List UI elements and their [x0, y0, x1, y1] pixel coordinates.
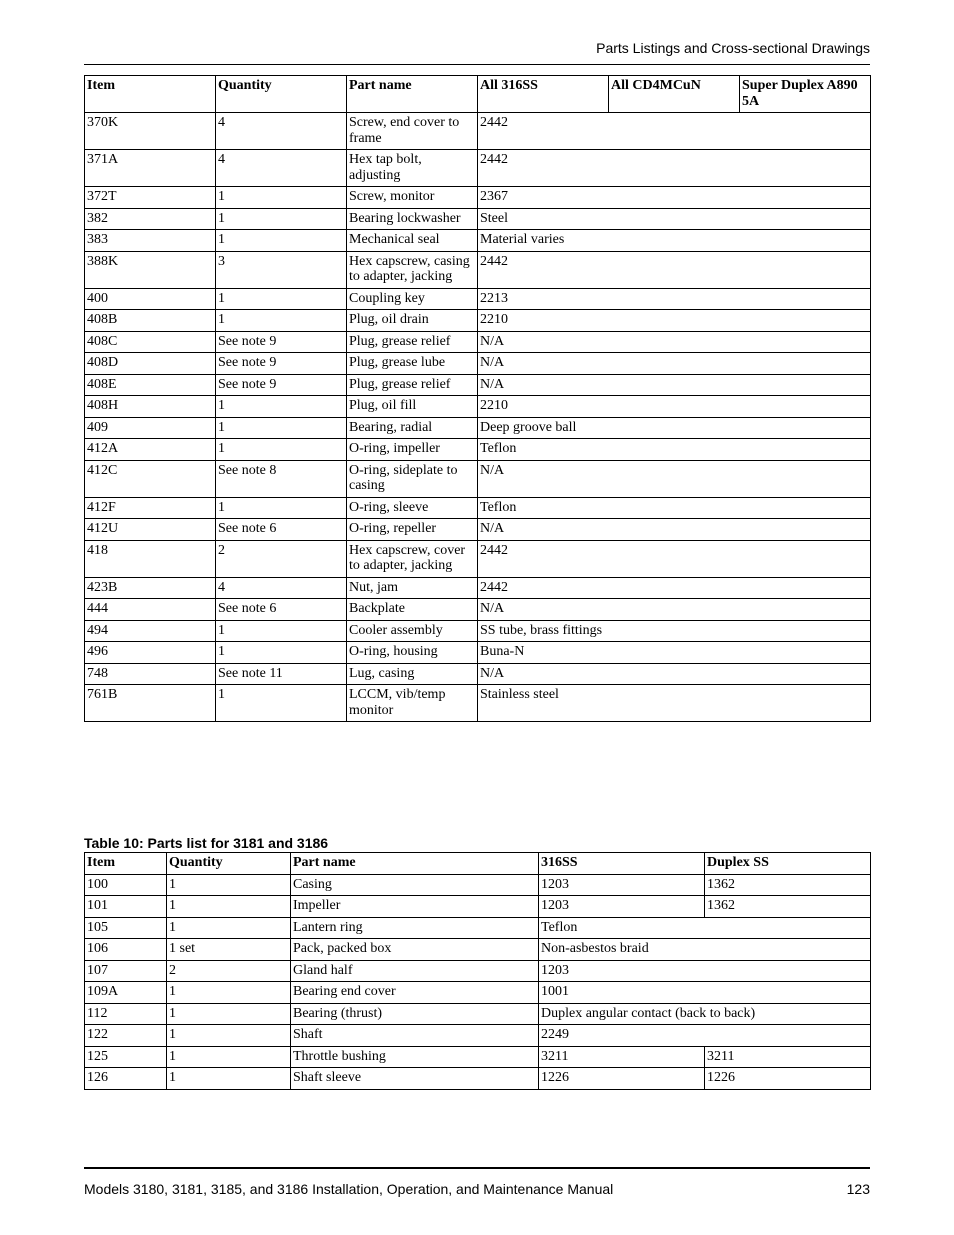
table-row — [85, 187, 871, 209]
table-cell: 409 — [85, 417, 216, 439]
table-cell: 1 — [216, 417, 347, 439]
table-row — [85, 982, 871, 1004]
table-cell: O-ring, sideplate to casing — [347, 460, 478, 497]
table-cell: Shaft — [291, 1025, 539, 1047]
table-cell: O-ring, impeller — [347, 439, 478, 461]
table-cell: 4 — [216, 113, 347, 150]
column-header: Quantity — [167, 853, 291, 875]
column-header: Duplex SS — [705, 853, 871, 875]
table-cell: Duplex angular contact (back to back) — [539, 1003, 871, 1025]
table-cell: 408D — [85, 353, 216, 375]
table-row — [85, 310, 871, 332]
table-cell: 4 — [216, 577, 347, 599]
table-row — [85, 1003, 871, 1025]
table-cell: 3 — [216, 251, 347, 288]
table-cell: 1 — [216, 230, 347, 252]
column-header: Item — [85, 853, 167, 875]
table-cell: 444 — [85, 599, 216, 621]
table-cell: 1203 — [539, 874, 705, 896]
table-cell: 2367 — [478, 187, 871, 209]
table-cell: 1 — [167, 1025, 291, 1047]
table-cell: 412C — [85, 460, 216, 497]
table-header-row — [85, 76, 871, 113]
table-cell: Screw, monitor — [347, 187, 478, 209]
table-cell: 1 — [167, 1068, 291, 1090]
table-cell: 3211 — [705, 1046, 871, 1068]
table-cell: 1 set — [167, 939, 291, 961]
table-caption: Table 10: Parts list for 3181 and 3186 — [84, 835, 329, 851]
table-row — [85, 939, 871, 961]
column-header: Quantity — [216, 76, 347, 113]
table-cell: 112 — [85, 1003, 167, 1025]
table-cell: 370K — [85, 113, 216, 150]
table-cell: 1 — [216, 396, 347, 418]
table-cell: See note 9 — [216, 374, 347, 396]
table-cell: 2442 — [478, 113, 871, 150]
table-cell: 1 — [216, 439, 347, 461]
table-cell: 412A — [85, 439, 216, 461]
table-cell: 423B — [85, 577, 216, 599]
table-cell: See note 8 — [216, 460, 347, 497]
table-cell: 1 — [167, 1003, 291, 1025]
table-row — [85, 663, 871, 685]
table-header-row — [85, 853, 871, 875]
table-cell: 383 — [85, 230, 216, 252]
table-cell: Nut, jam — [347, 577, 478, 599]
table-cell: 1362 — [705, 874, 871, 896]
table-cell: 412F — [85, 497, 216, 519]
table-row — [85, 396, 871, 418]
table-row — [85, 577, 871, 599]
column-header: All 316SS — [478, 76, 609, 113]
table-cell: 372T — [85, 187, 216, 209]
parts-table-continued — [84, 75, 871, 722]
table-cell: 1 — [167, 982, 291, 1004]
table-cell: 388K — [85, 251, 216, 288]
table-row — [85, 519, 871, 541]
table-row — [85, 230, 871, 252]
table-cell: 1203 — [539, 960, 871, 982]
table-cell: Hex capscrew, cover to adapter, jacking — [347, 540, 478, 577]
table-cell: N/A — [478, 663, 871, 685]
table-cell: 408B — [85, 310, 216, 332]
table-cell: 400 — [85, 288, 216, 310]
table-cell: 1 — [216, 187, 347, 209]
table-row — [85, 685, 871, 722]
table-cell: 1 — [216, 620, 347, 642]
table-row — [85, 1068, 871, 1090]
table-cell: 761B — [85, 685, 216, 722]
table-cell: 496 — [85, 642, 216, 664]
table-cell: Stainless steel — [478, 685, 871, 722]
table-row — [85, 1046, 871, 1068]
table-cell: Pack, packed box — [291, 939, 539, 961]
table-cell: 107 — [85, 960, 167, 982]
table-cell: Shaft sleeve — [291, 1068, 539, 1090]
table-cell: N/A — [478, 374, 871, 396]
table-cell: N/A — [478, 599, 871, 621]
table-cell: 1 — [216, 642, 347, 664]
running-header: Parts Listings and Cross-sectional Drawings — [596, 40, 870, 56]
table-row — [85, 331, 871, 353]
table-cell: Buna-N — [478, 642, 871, 664]
table-cell: Impeller — [291, 896, 539, 918]
table-cell: Plug, oil fill — [347, 396, 478, 418]
table-cell: 109A — [85, 982, 167, 1004]
table-cell: 418 — [85, 540, 216, 577]
table-cell: Teflon — [478, 439, 871, 461]
column-header: All CD4MCuN — [609, 76, 740, 113]
table-cell: Backplate — [347, 599, 478, 621]
table-cell: 2210 — [478, 310, 871, 332]
table-cell: 126 — [85, 1068, 167, 1090]
table-cell: 1203 — [539, 896, 705, 918]
table-row — [85, 917, 871, 939]
column-header: Part name — [347, 76, 478, 113]
table-cell: 2442 — [478, 577, 871, 599]
table-cell: 2442 — [478, 251, 871, 288]
table-row — [85, 208, 871, 230]
table-cell: O-ring, repeller — [347, 519, 478, 541]
table-row — [85, 1025, 871, 1047]
table-cell: 122 — [85, 1025, 167, 1047]
table-cell: Coupling key — [347, 288, 478, 310]
table-cell: 1 — [167, 896, 291, 918]
table-cell: N/A — [478, 519, 871, 541]
table-cell: 1226 — [705, 1068, 871, 1090]
table-cell: 1 — [167, 917, 291, 939]
table-cell: 105 — [85, 917, 167, 939]
table-cell: 2442 — [478, 540, 871, 577]
table-cell: Bearing, radial — [347, 417, 478, 439]
table-cell: 494 — [85, 620, 216, 642]
table-cell: 2442 — [478, 150, 871, 187]
table-row — [85, 150, 871, 187]
table-cell: 2 — [167, 960, 291, 982]
table-row — [85, 460, 871, 497]
table-cell: SS tube, brass fittings — [478, 620, 871, 642]
table-cell: Plug, grease relief — [347, 331, 478, 353]
table-cell: Non-asbestos braid — [539, 939, 871, 961]
table-cell: N/A — [478, 353, 871, 375]
table-cell: See note 6 — [216, 599, 347, 621]
table-cell: 1 — [216, 208, 347, 230]
table-cell: Plug, oil drain — [347, 310, 478, 332]
table-cell: See note 6 — [216, 519, 347, 541]
table-cell: O-ring, sleeve — [347, 497, 478, 519]
table-row — [85, 353, 871, 375]
table-cell: Bearing end cover — [291, 982, 539, 1004]
table-cell: 1 — [167, 874, 291, 896]
table-cell: 2210 — [478, 396, 871, 418]
table-cell: 1 — [167, 1046, 291, 1068]
footer-manual-title: Models 3180, 3181, 3185, and 3186 Installation, Operation, and Maintenance Manual — [84, 1181, 614, 1197]
table-cell: Mechanical seal — [347, 230, 478, 252]
table-cell: 2 — [216, 540, 347, 577]
table-cell: Lantern ring — [291, 917, 539, 939]
table-cell: Deep groove ball — [478, 417, 871, 439]
footer-rule — [84, 1167, 870, 1169]
table-cell: 1226 — [539, 1068, 705, 1090]
table-cell: 4 — [216, 150, 347, 187]
table-cell: Lug, casing — [347, 663, 478, 685]
table-cell: Throttle bushing — [291, 1046, 539, 1068]
table-cell: 408E — [85, 374, 216, 396]
table-cell: Bearing lockwasher — [347, 208, 478, 230]
table-cell: 371A — [85, 150, 216, 187]
table-cell: 1 — [216, 685, 347, 722]
table-cell: 748 — [85, 663, 216, 685]
header-rule — [84, 64, 870, 65]
column-header: 316SS — [539, 853, 705, 875]
table-cell: 2249 — [539, 1025, 871, 1047]
table-row — [85, 439, 871, 461]
table-cell: Gland half — [291, 960, 539, 982]
table-cell: Teflon — [478, 497, 871, 519]
table-cell: N/A — [478, 331, 871, 353]
parts-table-3181-3186 — [84, 852, 871, 1090]
table-row — [85, 540, 871, 577]
table-row — [85, 288, 871, 310]
table-row — [85, 251, 871, 288]
table-cell: 1001 — [539, 982, 871, 1004]
table-cell: 412U — [85, 519, 216, 541]
table-cell: Bearing (thrust) — [291, 1003, 539, 1025]
table-cell: See note 11 — [216, 663, 347, 685]
table-cell: Hex tap bolt, adjusting — [347, 150, 478, 187]
table-cell: 1 — [216, 497, 347, 519]
table-cell: LCCM, vib/temp monitor — [347, 685, 478, 722]
table-cell: 125 — [85, 1046, 167, 1068]
column-header: Super Duplex A890 5A — [740, 76, 871, 113]
page-number: 123 — [846, 1181, 870, 1197]
table-cell: Plug, grease lube — [347, 353, 478, 375]
table-cell: Casing — [291, 874, 539, 896]
table-cell: N/A — [478, 460, 871, 497]
table-cell: 2213 — [478, 288, 871, 310]
table-cell: 1 — [216, 288, 347, 310]
table-cell: 1 — [216, 310, 347, 332]
table-cell: See note 9 — [216, 353, 347, 375]
table-cell: 101 — [85, 896, 167, 918]
table-row — [85, 417, 871, 439]
table-cell: O-ring, housing — [347, 642, 478, 664]
table-cell: 1362 — [705, 896, 871, 918]
table-row — [85, 374, 871, 396]
table-cell: 100 — [85, 874, 167, 896]
table-cell: Cooler assembly — [347, 620, 478, 642]
table-row — [85, 113, 871, 150]
table-row — [85, 874, 871, 896]
table-cell: 3211 — [539, 1046, 705, 1068]
table-row — [85, 960, 871, 982]
table-row — [85, 497, 871, 519]
table-cell: See note 9 — [216, 331, 347, 353]
table-cell: Hex capscrew, casing to adapter, jacking — [347, 251, 478, 288]
table-cell: 382 — [85, 208, 216, 230]
table-cell: 408C — [85, 331, 216, 353]
column-header: Part name — [291, 853, 539, 875]
table-cell: 106 — [85, 939, 167, 961]
table-row — [85, 599, 871, 621]
table-row — [85, 642, 871, 664]
table-cell: Steel — [478, 208, 871, 230]
table-cell: Teflon — [539, 917, 871, 939]
table-cell: Screw, end cover to frame — [347, 113, 478, 150]
table-cell: Material varies — [478, 230, 871, 252]
table-row — [85, 620, 871, 642]
table-row — [85, 896, 871, 918]
table-cell: Plug, grease relief — [347, 374, 478, 396]
table-cell: 408H — [85, 396, 216, 418]
column-header: Item — [85, 76, 216, 113]
